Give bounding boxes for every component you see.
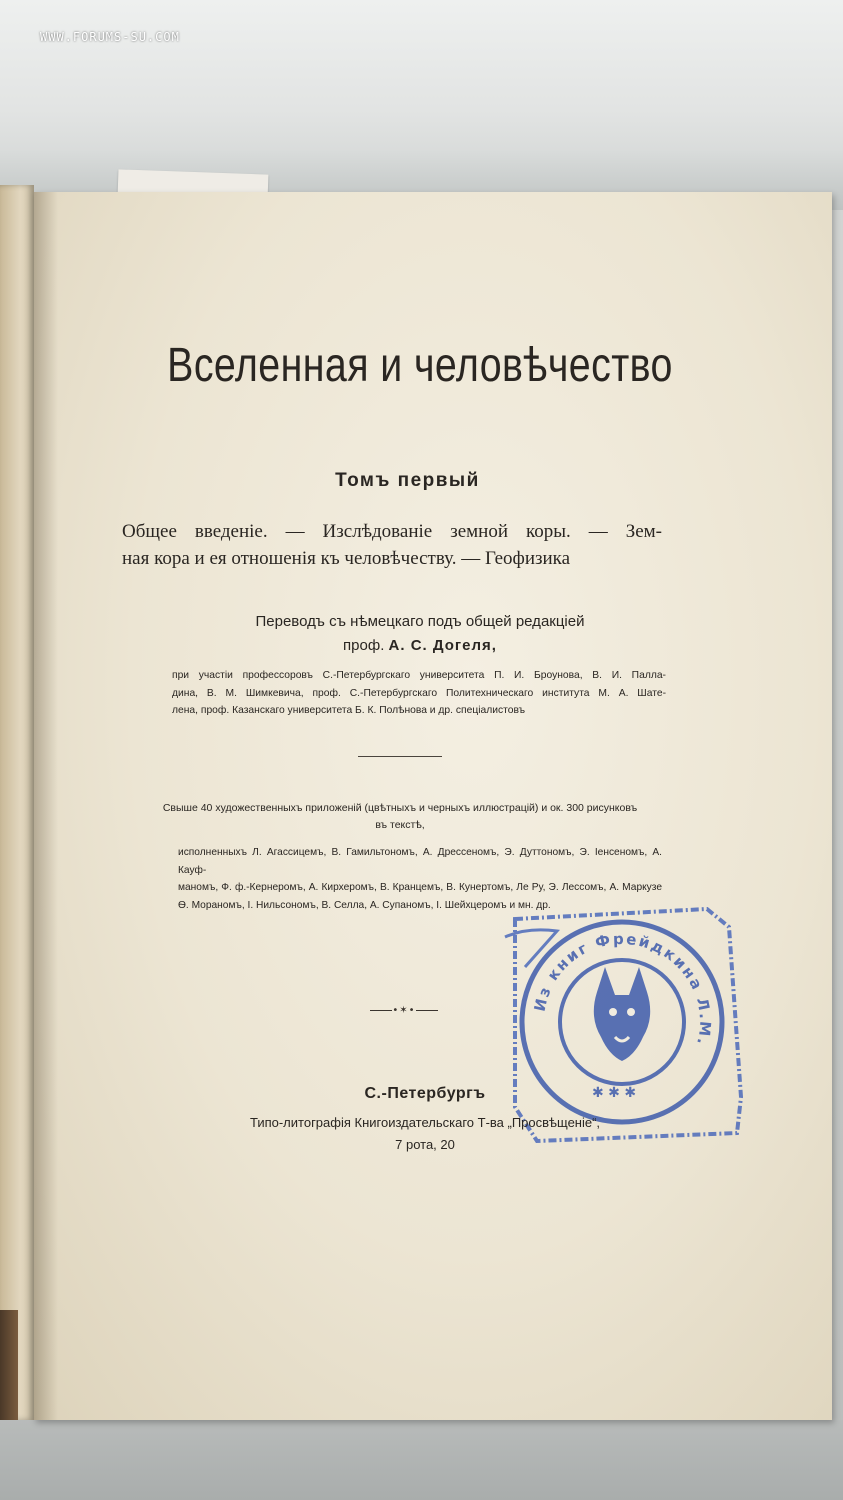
book-title: Вселенная и человѣчество — [167, 339, 673, 392]
printer-line: Типо-литографія Книгоиздательскаго Т-ва „Просвѣщеніе“, — [249, 1115, 601, 1130]
illustrations-line: въ текстѣ, — [375, 819, 425, 831]
printer-line: 7 рота, 20 — [395, 1137, 455, 1152]
translation-credit — [40, 610, 800, 658]
participants-block — [172, 667, 666, 720]
participants-line: при участіи профессоровъ С.-Петербургскаго университета П. И. Броунова, В. И. Палла- — [172, 670, 666, 681]
gutter-shadow — [34, 192, 58, 1420]
illustrations-note — [140, 800, 660, 834]
artists-line: исполненныхъ Л. Агассицемъ, В. Гамильтономъ, А. Дрессеномъ, Э. Дуттономъ, Э. Іенсеномъ, А. Кауф- — [178, 847, 662, 876]
printer-imprint — [40, 1112, 810, 1156]
illustrations-line: Свыше 40 художественныхъ приложеній (цвѣтныхъ и черныхъ иллюстрацій) и ок. 300 рисунковъ — [162, 802, 638, 814]
dog-head-icon — [594, 967, 650, 1061]
library-stamp — [497, 897, 747, 1147]
participants-line: дина, В. М. Шимкевича, проф. С.-Петербургскаго Политехническаго института М. А. Шате- — [172, 687, 666, 699]
ornament-divider: •✶• — [360, 1005, 448, 1016]
volume-label: Томъ первый — [335, 470, 480, 491]
editor-prefix: проф. — [343, 637, 385, 654]
contents-line: Общее введеніе. — Изслѣдованіе земной коры. — Зем- — [122, 521, 662, 542]
participants-line: лена, проф. Казанскаго университета Б. К. Полѣнова и др. спеціалистовъ — [172, 705, 526, 716]
stamp-text: Из книг Фрейдкина Л.М. — [530, 929, 715, 1049]
editor-name: А. С. Догеля, — [388, 637, 497, 654]
table-surface — [0, 1420, 843, 1500]
translation-line: Переводъ съ нѣмецкаго подъ общей редакціей — [255, 613, 585, 630]
contents-line: ная кора и ея отношенія къ человѣчеству. — Геофизика — [122, 548, 571, 569]
contents-summary — [122, 518, 662, 572]
publication-place: С.-Петербургъ — [364, 1085, 486, 1102]
svg-text:✱ ✱ ✱: ✱ ✱ ✱ — [592, 1085, 637, 1101]
artists-line: маномъ, Ф. ф.-Кернеромъ, А. Кирхеромъ, В. Кранцемъ, В. Кунертомъ, Ле Ру, Э. Лессомъ, А. Маркузе — [178, 882, 662, 893]
divider-rule — [358, 756, 442, 757]
left-page-edge — [0, 185, 34, 1420]
artists-line: Ѳ. Мораномъ, І. Нильсономъ, В. Селла, А. Супаномъ, І. Шейхцеромъ и мн. др. — [178, 899, 551, 911]
editor-line — [40, 634, 800, 658]
watermark: WWW.FORUMS-SU.COM — [40, 30, 180, 44]
